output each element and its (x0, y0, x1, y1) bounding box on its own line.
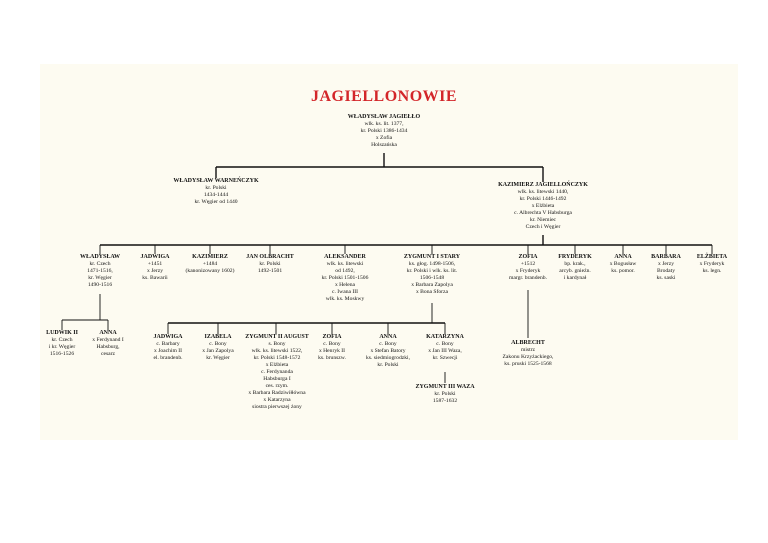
node-katarzyna: KATARZYNA c. Bony x Jan III Waza, kr. Szwecji (426, 334, 464, 361)
node-jan-olbracht: JAN OLBRACHT kr. Polski 1492-1501 (246, 254, 294, 274)
node-zofia-2: ZOFIA c. Bony x Henryk II ks. brunszw. (318, 334, 346, 361)
node-jadwiga-1: JADWIGA +1451 x Jerzy ks. Bawarii (140, 254, 170, 281)
node-wladyslaw-jagiello: WŁADYSŁAW JAGIEŁŁO wlk. ks. lit. 1377, kr. Polski 1386-1434 x Zofia Holszańska (347, 114, 421, 148)
node-anna-2: ANNA x Ferdynand I Habsburg, cesarz (92, 330, 124, 357)
node-zygmunt-ii-august: ZYGMUNT II AUGUST s. Bony wlk. ks. litewski 1522, kr. Polski 1548-1572 x Elżbieta c. Ferdynanda Habsburga I ces. rzym. x Barbara Radziwiłłówna x Katarzyna siostra pierwszej żony (245, 334, 309, 410)
node-kazimierz: KAZIMIERZ +1484 (kanonizowany 1602) (185, 254, 235, 274)
node-elzbieta: ELŻBIETA x Fryderyk ks. legn. (696, 254, 728, 274)
node-anna-3: ANNA c. Bony x Stefan Batory ks. siedmiogrodzki, kr. Polski (366, 334, 410, 368)
node-izabela: IZABELA c. Bony x Jan Zapolya kr. Węgier (202, 334, 234, 361)
page-title: JAGIELLONOWIE (310, 88, 458, 105)
node-anna-1: ANNA x Bogusław ks. pomor. (609, 254, 637, 274)
node-wladyslaw-ii: WŁADYSŁAW kr. Czech 1471-1516, kr. Węgier 1490-1516 (79, 254, 120, 288)
node-fryderyk: FRYDERYK bp. krak., arcyb. gnieźn. i kardynał (558, 254, 592, 281)
node-zofia-1: ZOFIA +1512 x Fryderyk margr. brandenb. (509, 254, 547, 281)
node-kazimierz-jagiellonczyk: KAZIMIERZ JAGIELLOŃCZYK wlk. ks. litewski 1440, kr. Polski 1446-1492 x Elżbieta c. Albrechta V Habsburga kr. Niemiec Czech i Węgier (498, 182, 588, 230)
node-wladyslaw-warnenczyk: WŁADYSŁAW WARNEŃCZYK kr. Polski 1434-1444 kr. Węgier od 1440 (173, 178, 259, 205)
node-zygmunt-i-stary: ZYGMUNT I STARY ks. głog. 1498-1506, kr. Polski i wlk. ks. lit. 1506-1548 x Barbara Zapolya x Bona Sforza (403, 254, 461, 295)
node-barbara: BARBARA x Jerzy Brodaty ks. saski (651, 254, 681, 281)
node-aleksander: ALEKSANDER wlk. ks. litewski od 1492, kr. Polski 1501-1506 x Helena c. Iwana III wlk. ks. Moskwy (321, 254, 369, 302)
node-jadwiga-2: JADWIGA c. Barbary x Joachim II el. brandenb. (153, 334, 183, 361)
node-ludwik-ii: LUDWIK II kr. Czech i kr. Węgier 1516-1526 (46, 330, 78, 357)
node-albrecht: ALBRECHT mistrz Zakonu Krzyżackiego, ks. pruski 1525-1568 (502, 340, 554, 367)
node-zygmunt-iii-waza: ZYGMUNT III WAZA kr. Polski 1587-1632 (415, 384, 475, 404)
